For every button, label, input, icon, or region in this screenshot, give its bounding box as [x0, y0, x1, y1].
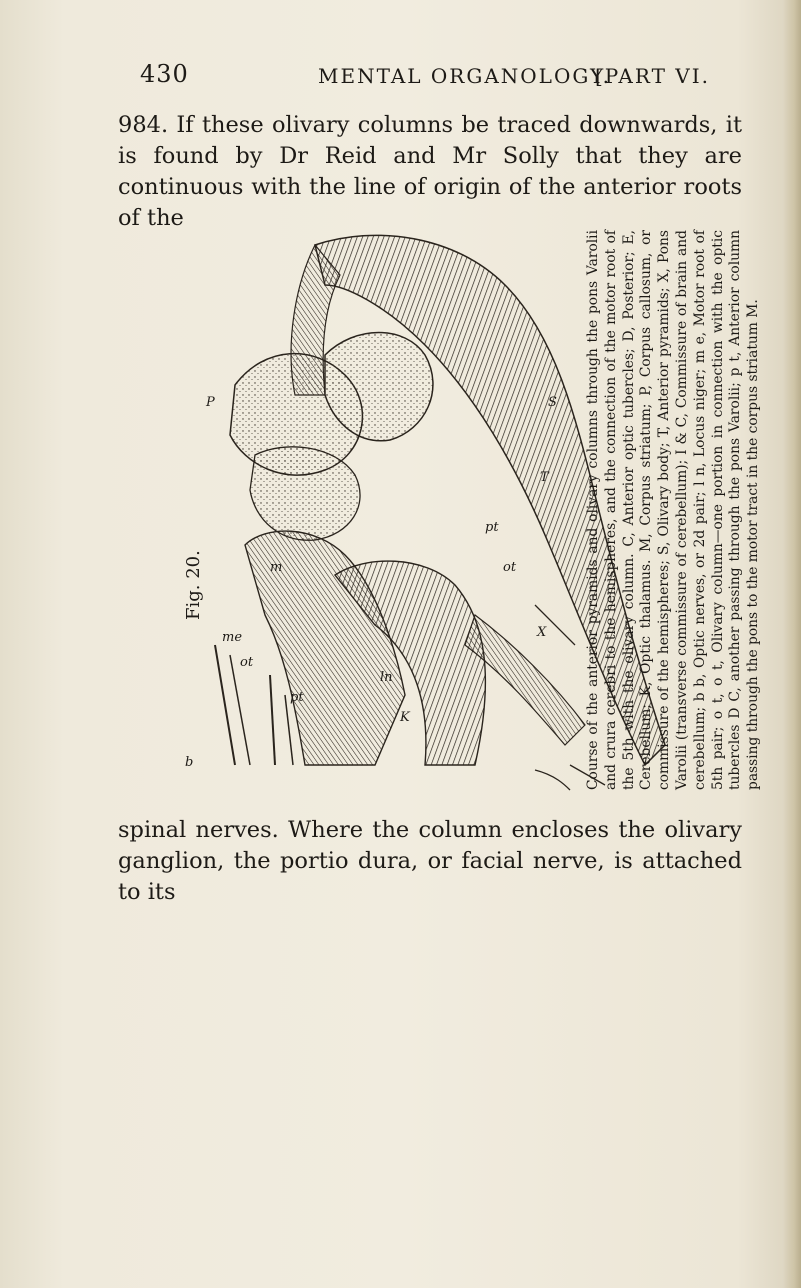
figure-letter-me: me	[222, 630, 243, 645]
running-title: MENTAL ORGANOLOGY.	[318, 64, 611, 88]
figure-letter-ot-1: ot	[240, 655, 254, 670]
running-header	[140, 60, 740, 100]
figure-letter-s: S	[548, 395, 557, 410]
figure-letter-m: m	[270, 560, 283, 575]
figure-letter-pt-2: pt	[290, 690, 304, 705]
figure-letter-pt-1: pt	[485, 520, 499, 535]
figure-caption: Course of the anterior pyramids and olivary columns through the pons Varolii and crura cerebri to the hemispheres, and the connection of the motor root of the 5th with the olivary column. C, Anterior optic tubercles; D, Posterior; E, Cerebellum; K, Optic thalamus. M, Corpus striatum; P, Corpus callosum, or commissure of the hemispheres; S, Olivary body; T, Anterior pyramids; X, Pons Varolii (transverse commissure of cerebellum); I & C, Commissure of brain and cerebellum; b b, Optic nerves, or 2d pair; l n, Locus niger; m e, Motor root of 5th pair; o t, o t, Olivary column—one portion in connection with the optic tubercles D C, another passing through the pons Varolii; p t, Anterior column passing through the pons to the motor tract in the corpus striatum M.	[585, 230, 762, 790]
figure-letter-ln: ln	[380, 670, 393, 685]
page-number: 430	[140, 60, 189, 88]
figure-letter-p: P	[206, 395, 215, 410]
part-label: [PART VI.	[595, 64, 710, 88]
figure-label: Fig. 20.	[183, 550, 204, 620]
page-edge-shadow	[783, 0, 801, 1288]
paragraph-bottom: spinal nerves. Where the column encloses the olivary ganglion, the portio dura, or facial nerve, is attached to its	[118, 817, 742, 905]
figure-letter-b: b	[185, 755, 194, 770]
figure-letter-t: T	[540, 470, 549, 485]
figure-letter-x: X	[537, 625, 547, 640]
figure-letter-k: K	[400, 710, 410, 725]
figure-letter-ot-2: ot	[503, 560, 517, 575]
paragraph-top: 984. If these olivary columns be traced downwards, it is found by Dr Reid and Mr Solly that they are continuous with the line of origin of the anterior roots of the	[118, 112, 742, 231]
